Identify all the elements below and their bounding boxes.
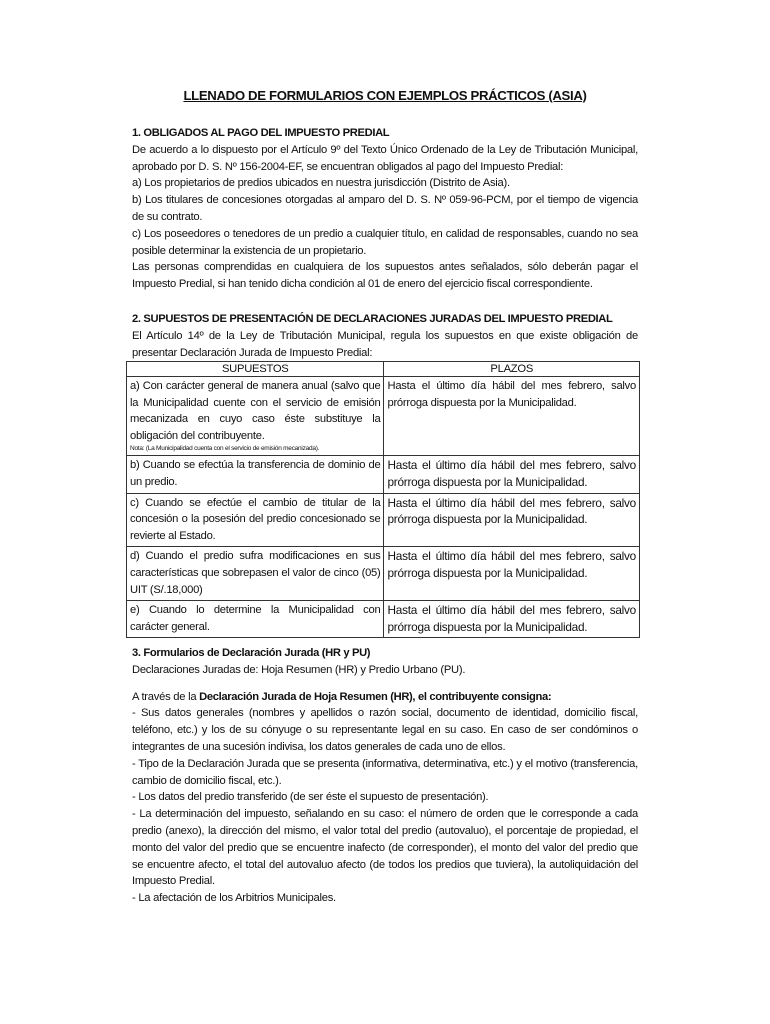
table-header-plazos: PLAZOS: [384, 362, 640, 377]
section-1: [132, 125, 638, 293]
section-2-intro: El Artículo 14º de la Ley de Tributación Municipal, regula los supuestos en que existe obligación de presentar Declaración Jurada de Impuesto Predial:: [132, 329, 638, 359]
supuestos-table: [126, 361, 640, 638]
supuesto-cell: c) Cuando se efectúe el cambio de titular de la concesión o la posesión del predio concesionado se revierte al Estado.: [127, 493, 384, 547]
table-row: [127, 547, 640, 601]
supuesto-cell: d) Cuando el predio sufra modificaciones en sus características que sobrepasen el valor de cinco (05) UIT (S/.18,000): [127, 547, 384, 601]
plazo-cell: Hasta el último día hábil del mes febrero, salvo prórroga dispuesta por la Municipalidad.: [384, 493, 640, 547]
section-1-heading: 1. OBLIGADOS AL PAGO DEL IMPUESTO PREDIAL: [132, 127, 390, 139]
section-3-item: - La afectación de los Arbitrios Municipales.: [132, 892, 336, 905]
section-1-item-a: a) Los propietarios de predios ubicados en nuestra jurisdicción (Distrito de Asia).: [132, 177, 510, 190]
section-3-subtitle: Declaraciones Juradas de: Hoja Resumen (HR) y Predio Urbano (PU).: [132, 663, 466, 676]
plazo-cell: Hasta el último día hábil del mes febrero, salvo prórroga dispuesta por la Municipalidad.: [384, 456, 640, 493]
section-1-conclusion: Las personas comprendidas en cualquiera de los supuestos antes señalados, sólo deberán pagar el Impuesto Predial, si han tenido dicha condición al 01 de enero del ejercicio fiscal correspondiente.: [132, 261, 638, 291]
table-row: [127, 456, 640, 493]
table-row: [127, 601, 640, 638]
section-3-intro-bold: Declaración Jurada de Hoja Resumen (HR), el contribuyente consigna:: [199, 690, 552, 703]
plazo-cell: Hasta el último día hábil del mes febrero, salvo prórroga dispuesta por la Municipalidad.: [384, 601, 640, 638]
table-row: [127, 493, 640, 547]
section-3-item: - Los datos del predio transferido (de ser éste el supuesto de presentación).: [132, 791, 489, 804]
supuesto-text: a) Con carácter general de manera anual (salvo que la Municipalidad cuente con el servicio de emisión mecanizada en cuyo caso éste substituye la obligación del contribuyente.: [130, 380, 381, 442]
section-3: [132, 645, 638, 907]
section-1-paragraph: De acuerdo a lo dispuesto por el Artículo 9º del Texto Único Ordenado de la Ley de Tributación Municipal, aprobado por D. S. Nº 156-2004-EF, se encuentran obligados al pago del Impuesto Predial:: [132, 143, 638, 173]
section-3-item: - La determinación del impuesto, señalando en su caso: el número de orden que le corresponde a cada predio (anexo), la dirección del mismo, el valor total del predio (autovaluo), el porcentaje de propiedad, el monto del valor del predio que se encuentre inafecto (de corresponder), el monto del valor del predio que se encuentre afecto, el total del autovaluo afecto (de todos los predios que tuviera), la autoliquidación del Impuesto Predial.: [132, 808, 638, 888]
section-2: [132, 311, 638, 361]
section-3-item: - Sus datos generales (nombres y apellidos o razón social, documento de identidad, domicilio fiscal, teléfono, etc.) y los de su cónyuge o su representante legal en su caso. En caso de ser condóminos o integrantes de una sucesión indivisa, los datos generales de cada uno de ellos.: [132, 707, 638, 753]
table-row: [127, 377, 640, 456]
supuesto-cell: [127, 377, 384, 456]
supuesto-note: Nota: (La Municipalidad cuenta con el servicio de emisión mecanizada).: [130, 445, 320, 453]
document-title: LLENADO DE FORMULARIOS CON EJEMPLOS PRÁCTICOS (ASIA): [183, 88, 587, 103]
table-header-row: [127, 362, 640, 377]
plazo-cell: Hasta el último día hábil del mes febrero, salvo prórroga dispuesta por la Municipalidad.: [384, 377, 640, 456]
section-3-intro-prefix: A través de la: [132, 690, 200, 703]
section-2-heading: 2. SUPUESTOS DE PRESENTACIÓN DE DECLARACIONES JURADAS DEL IMPUESTO PREDIAL: [132, 313, 613, 325]
plazo-cell: Hasta el último día hábil del mes febrero, salvo prórroga dispuesta por la Municipalidad.: [384, 547, 640, 601]
section-1-item-b: b) Los titulares de concesiones otorgadas al amparo del D. S. Nº 059-96-PCM, por el tiempo de vigencia de su contrato.: [132, 194, 638, 223]
table-header-supuestos: SUPUESTOS: [127, 362, 384, 377]
supuesto-cell: e) Cuando lo determine la Municipalidad con carácter general.: [127, 601, 384, 638]
section-3-item: - Tipo de la Declaración Jurada que se presenta (informativa, determinativa, etc.) y el motivo (transferencia, cambio de domicilio fiscal, etc.).: [132, 757, 638, 787]
section-3-heading: 3. Formularios de Declaración Jurada (HR y PU): [132, 647, 371, 659]
spacer: [132, 679, 638, 689]
section-3-intro: [132, 689, 638, 706]
section-1-item-c: c) Los poseedores o tenedores de un predio a cualquier título, en calidad de responsables, cuando no sea posible determinar la existencia de un propietario.: [132, 227, 638, 257]
supuesto-cell: b) Cuando se efectúa la transferencia de dominio de un predio.: [127, 456, 384, 493]
